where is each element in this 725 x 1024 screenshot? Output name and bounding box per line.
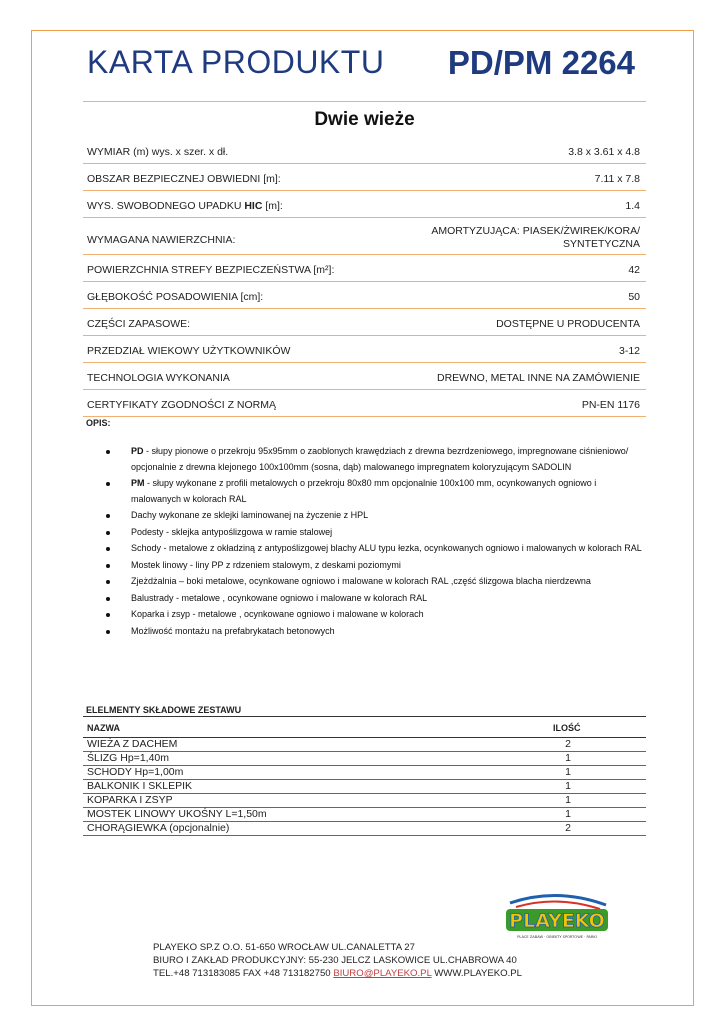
- element-name: CHORĄGIEWKA (opcjonalnie): [87, 822, 230, 834]
- item-text: Mostek linowy - liny PP z rdzeniem stalowym, z deskami poziomymi: [131, 559, 401, 570]
- property-label: OBSZAR BEZPIECZNEJ OBWIEDNI [m]:: [87, 173, 281, 185]
- value-line: SYNTETYCZNA: [562, 238, 640, 250]
- property-value: [431, 225, 640, 251]
- value-line: AMORTYZUJĄCA: PIASEK/ŻWIREK/KORA/: [431, 225, 640, 237]
- bullet-icon: [106, 531, 110, 535]
- column-header-name: NAZWA: [87, 723, 120, 733]
- description-heading: OPIS:: [86, 418, 111, 428]
- property-row: [83, 309, 646, 336]
- element-qty: 1: [565, 808, 571, 820]
- item-text: Dachy wykonane ze sklejki laminowanej na życzenie z HPL: [131, 510, 369, 520]
- page-title: KARTA PRODUKTU: [87, 44, 385, 80]
- property-label: TECHNOLOGIA WYKONANIA: [87, 372, 230, 384]
- table-row: [83, 738, 646, 752]
- property-label: CERTYFIKATY ZGODNOŚCI Z NORMĄ: [87, 399, 277, 411]
- footer-line: BIURO I ZAKŁAD PRODUKCYJNY: 55-230 JELCZ LASKOWICE UL.CHABROWA 40: [153, 955, 517, 966]
- footer-line: PLAYEKO SP.Z O.O. 51-650 WROCŁAW UL.CANALETTA 27: [153, 942, 415, 953]
- bullet-icon: [106, 613, 110, 617]
- bullet-icon: [106, 450, 110, 454]
- element-name: MOSTEK LINOWY UKOŚNY L=1,50m: [87, 808, 267, 820]
- table-row: [83, 766, 646, 780]
- table-row: [83, 822, 646, 836]
- element-qty: 1: [565, 794, 571, 806]
- elements-heading: ELELMENTY SKŁADOWE ZESTAWU: [86, 705, 242, 715]
- table-row: [83, 808, 646, 822]
- list-item: [103, 607, 643, 623]
- element-qty: 1: [565, 766, 571, 778]
- footer-line: [153, 967, 522, 980]
- bullet-icon: [106, 547, 110, 551]
- element-name: SCHODY Hp=1,00m: [87, 766, 184, 778]
- element-qty: 2: [565, 738, 571, 750]
- property-label: CZĘŚCI ZAPASOWE:: [87, 318, 191, 330]
- table-header: [83, 717, 646, 738]
- footer-phone: TEL.+48 713183085 FAX +48 713182750: [153, 968, 334, 979]
- property-value: 1.4: [625, 200, 640, 212]
- logo-tagline: PLACE ZABAW · OBIEKTY SPORTOWE · PARKI: [517, 935, 597, 939]
- bullet-icon: [106, 580, 110, 584]
- logo-wordmark: PLAYEKO: [509, 910, 605, 932]
- element-name: WIEŻA Z DACHEM: [87, 738, 178, 750]
- element-qty: 1: [565, 752, 571, 764]
- item-bold: PM: [131, 478, 145, 488]
- property-label: PRZEDZIAŁ WIEKOWY UŻYTKOWNIKÓW: [87, 345, 291, 357]
- property-value: 3.8 x 3.61 x 4.8: [568, 146, 640, 158]
- item-text: - słupy pionowe o przekroju 95x95mm o zaoblonych krawędziach z drewna bezrdzeniowego, impregnowane ciśnieniowo/ opcjonalnie z drewna klejonego 100x100mm (sosna, dąb) malowanego impregnatem koloryzującym SADOLIN: [131, 446, 629, 472]
- item-text: Schody - metalowe z okładziną z antypoślizgowej blachy ALU typu łezka, ocynkowanych ogniowo i malowanych w kolorach RAL: [131, 543, 642, 553]
- bullet-icon: [106, 597, 110, 601]
- property-value: DREWNO, METAL INNE NA ZAMÓWIENIE: [436, 372, 640, 384]
- property-label: WYMAGANA NAWIERZCHNIA:: [87, 234, 236, 246]
- property-value: 42: [628, 264, 640, 276]
- item-text: Zjeżdżalnia – boki metalowe, ocynkowane ogniowo i malowane w kolorach RAL ,część ślizgowa blacha nierdzewna: [131, 576, 591, 586]
- elements-table: [83, 716, 646, 836]
- property-label: POWIERZCHNIA STREFY BEZPIECZEŃSTWA [m²]:: [87, 264, 335, 276]
- playeko-logo: [502, 893, 612, 941]
- item-text: Podesty - sklejka antypoślizgowa w ramie stalowej: [131, 526, 333, 537]
- description-list: [103, 444, 643, 640]
- list-item: [103, 624, 643, 640]
- bullet-icon: [106, 564, 110, 568]
- property-row: [83, 282, 646, 309]
- title-divider: [83, 101, 646, 102]
- list-item: [103, 574, 643, 590]
- property-label: WYMIAR (m) wys. x szer. x dł.: [87, 146, 229, 158]
- element-name: BALKONIK I SKLEPIK: [87, 780, 193, 792]
- property-row: [83, 164, 646, 191]
- properties-table: [83, 137, 646, 417]
- item-text: Balustrady - metalowe , ocynkowane ogniowo i malowane w kolorach RAL: [131, 592, 428, 603]
- table-row: [83, 752, 646, 766]
- property-value: 50: [628, 291, 640, 303]
- list-item: [103, 558, 643, 574]
- label-part: [m]:: [262, 200, 283, 212]
- property-row: [83, 191, 646, 218]
- property-value: 3-12: [618, 345, 640, 357]
- table-row: [83, 794, 646, 808]
- footer-address: [153, 941, 522, 980]
- element-name: KOPARKA I ZSYP: [87, 794, 173, 806]
- property-value: DOSTĘPNE U PRODUCENTA: [496, 318, 640, 330]
- property-row: [83, 390, 646, 417]
- list-item: [103, 525, 643, 541]
- element-name: ŚLIZG Hp=1,40m: [87, 752, 169, 764]
- label-part: WYS. SWOBODNEGO UPADKU: [87, 200, 245, 212]
- property-label: [87, 200, 283, 212]
- item-text: Koparka i zsyp - metalowe , ocynkowane ogniowo i malowane w kolorach: [131, 609, 424, 619]
- email-link[interactable]: BIURO@PLAYEKO.PL: [333, 968, 432, 979]
- list-item: [103, 476, 643, 507]
- list-item: [103, 591, 643, 607]
- bullet-icon: [106, 630, 110, 634]
- property-value: 7.11 x 7.8: [594, 173, 640, 185]
- product-name: Dwie wieże: [314, 109, 415, 130]
- table-row: [83, 780, 646, 794]
- list-item: [103, 444, 643, 475]
- bullet-icon: [106, 482, 110, 486]
- item-text: Możliwość montażu na prefabrykatach betonowych: [131, 625, 335, 636]
- logo-arc: [516, 901, 600, 909]
- element-qty: 1: [565, 780, 571, 792]
- property-row: [83, 255, 646, 282]
- footer-website: WWW.PLAYEKO.PL: [431, 968, 523, 979]
- item-text: - słupy wykonane z profili metalowych o przekroju 80x80 mm opcjonalnie 100x100 mm, ocynkowanych ogniowo i malowanych w kolorach RAL: [131, 478, 597, 504]
- property-label: GŁĘBOKOŚĆ POSADOWIENIA [cm]:: [87, 291, 264, 303]
- column-header-qty: ILOŚĆ: [553, 723, 581, 733]
- property-row: [83, 336, 646, 363]
- bullet-icon: [106, 514, 110, 518]
- property-value: PN-EN 1176: [581, 399, 640, 411]
- title-row: [87, 44, 647, 92]
- element-qty: 2: [565, 822, 571, 834]
- property-row: [83, 363, 646, 390]
- property-row: [83, 137, 646, 164]
- item-bold: PD: [131, 446, 144, 456]
- logo-arc: [510, 895, 606, 905]
- list-item: [103, 508, 643, 524]
- property-row: [83, 218, 646, 255]
- product-code: PD/PM 2264: [447, 44, 635, 81]
- label-bold: HIC: [244, 200, 263, 212]
- list-item: [103, 541, 643, 557]
